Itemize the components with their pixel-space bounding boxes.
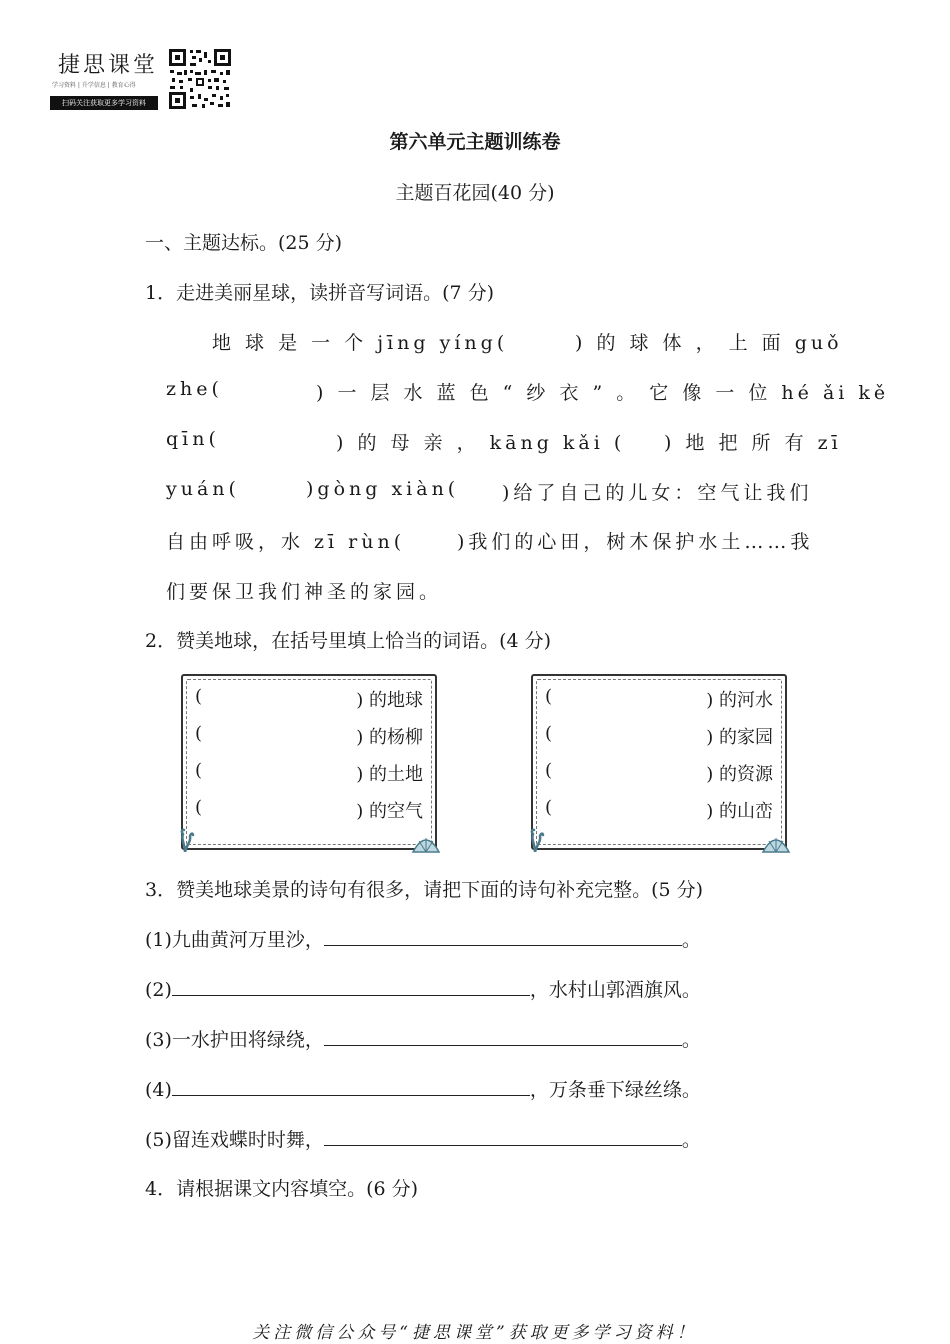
q2-right-row-4[interactable]: [545, 797, 773, 823]
q3-item-1-blank[interactable]: [324, 927, 682, 946]
open-paren: (: [195, 723, 203, 744]
open-paren: (: [545, 723, 553, 744]
open-paren: (: [195, 797, 203, 818]
q2-left-row-3[interactable]: [195, 760, 423, 786]
q1-line-4c: )给了自己的儿女：空气让我们: [502, 482, 813, 504]
q1-line-5b: )我们的心田，树木保护水土……我: [457, 531, 814, 553]
question-3-title: 3．赞美地球美景的诗句有很多，请把下面的诗句补充完整。(5 分): [145, 879, 704, 901]
q3-item-5: [145, 1125, 701, 1152]
coral-icon: [177, 822, 207, 852]
q3-item-1-post: 。: [681, 929, 701, 951]
q1-line-2b: ) 一 层 水 蓝 色 “ 纱 衣 ” 。 它 像 一 位 hé ǎi kě: [316, 382, 890, 404]
brand-logo-title: 捷思课堂: [58, 53, 159, 78]
q3-item-3-pre: (3)一水护田将绿绕，: [145, 1029, 324, 1051]
question-1-title: 1．走进美丽星球，读拼音写词语。(7 分): [145, 282, 495, 304]
q3-item-3-post: 。: [681, 1029, 701, 1051]
q1-line-3a: qīn(: [166, 428, 220, 450]
q3-item-2: [145, 975, 701, 1002]
brand-logo-tags: 学习资料 | 升学信息 | 教育心得: [52, 82, 136, 89]
q3-item-3: [145, 1025, 701, 1052]
q2-right-label-3: ) 的资源: [706, 764, 773, 785]
q3-item-1-pre: (1)九曲黄河万里沙，: [145, 929, 324, 951]
q3-item-1: [145, 925, 701, 952]
open-paren: (: [545, 686, 553, 707]
q1-line-4b: )gòng xiàn(: [306, 478, 460, 500]
q2-left-label-4: ) 的空气: [356, 801, 423, 822]
q1-line-3c: ) 地 把 所 有 zī: [664, 432, 842, 454]
q2-left-label-1: ) 的地球: [356, 690, 423, 711]
open-paren: (: [545, 760, 553, 781]
q3-item-2-post: ，水村山郭酒旗风。: [529, 979, 701, 1001]
q3-item-3-blank[interactable]: [324, 1027, 682, 1046]
question-4-title: 4．请根据课文内容填空。(6 分): [145, 1178, 419, 1200]
q3-item-4: [145, 1075, 701, 1102]
open-paren: (: [545, 797, 553, 818]
q3-item-4-pre: (4): [145, 1079, 172, 1101]
shell-icon: [761, 832, 791, 854]
q2-left-row-4[interactable]: [195, 797, 423, 823]
q1-line-6: 们要保卫我们神圣的家园。: [166, 581, 443, 603]
brand-logo-bar: 扫码关注获取更多学习资料: [50, 96, 158, 110]
question-2-title: 2．赞美地球，在括号里填上恰当的词语。(4 分): [145, 630, 552, 652]
q2-right-label-4: ) 的山峦: [706, 801, 773, 822]
open-paren: (: [195, 760, 203, 781]
q1-line-5a: 自由呼吸，水 zī rùn(: [166, 531, 406, 553]
q3-item-2-pre: (2): [145, 979, 172, 1001]
q1-line-3b: ) 的 母 亲 ， kāng kǎi (: [336, 432, 626, 454]
coral-icon: [527, 822, 557, 852]
q1-line-4a: yuán(: [166, 478, 240, 500]
footer-note: 关注微信公众号“捷思课堂”获取更多学习资料！: [252, 1323, 698, 1343]
q3-item-5-post: 。: [681, 1129, 701, 1151]
qr-code-icon: [168, 48, 232, 110]
q3-item-4-blank[interactable]: [172, 1077, 530, 1096]
page-title: 第六单元主题训练卷: [389, 131, 561, 153]
q1-line-1a: 地 球 是 一 个 jīng yíng(: [212, 332, 509, 354]
q2-right-row-3[interactable]: [545, 760, 773, 786]
q3-item-2-blank[interactable]: [172, 977, 530, 996]
q2-right-row-2[interactable]: [545, 723, 773, 749]
q3-item-4-post: ，万条垂下绿丝绦。: [529, 1079, 701, 1101]
q2-right-label-2: ) 的家园: [706, 727, 773, 748]
q2-left-label-2: ) 的杨柳: [356, 727, 423, 748]
section-heading: 一、主题达标。(25 分): [145, 232, 343, 254]
q1-line-1b: ) 的 球 体 ， 上 面 guǒ: [575, 332, 843, 354]
q2-left-row-1[interactable]: [195, 686, 423, 712]
q2-left-label-3: ) 的土地: [356, 764, 423, 785]
q2-left-row-2[interactable]: [195, 723, 423, 749]
q2-right-box: [531, 674, 787, 850]
open-paren: (: [195, 686, 203, 707]
q2-left-box: [181, 674, 437, 850]
q1-line-2a: zhe(: [166, 378, 223, 400]
q2-right-label-1: ) 的河水: [706, 690, 773, 711]
shell-icon: [411, 832, 441, 854]
page-subtitle: 主题百花园(40 分): [395, 182, 555, 204]
q3-item-5-blank[interactable]: [324, 1127, 682, 1146]
q2-right-row-1[interactable]: [545, 686, 773, 712]
q3-item-5-pre: (5)留连戏蝶时时舞，: [145, 1129, 324, 1151]
